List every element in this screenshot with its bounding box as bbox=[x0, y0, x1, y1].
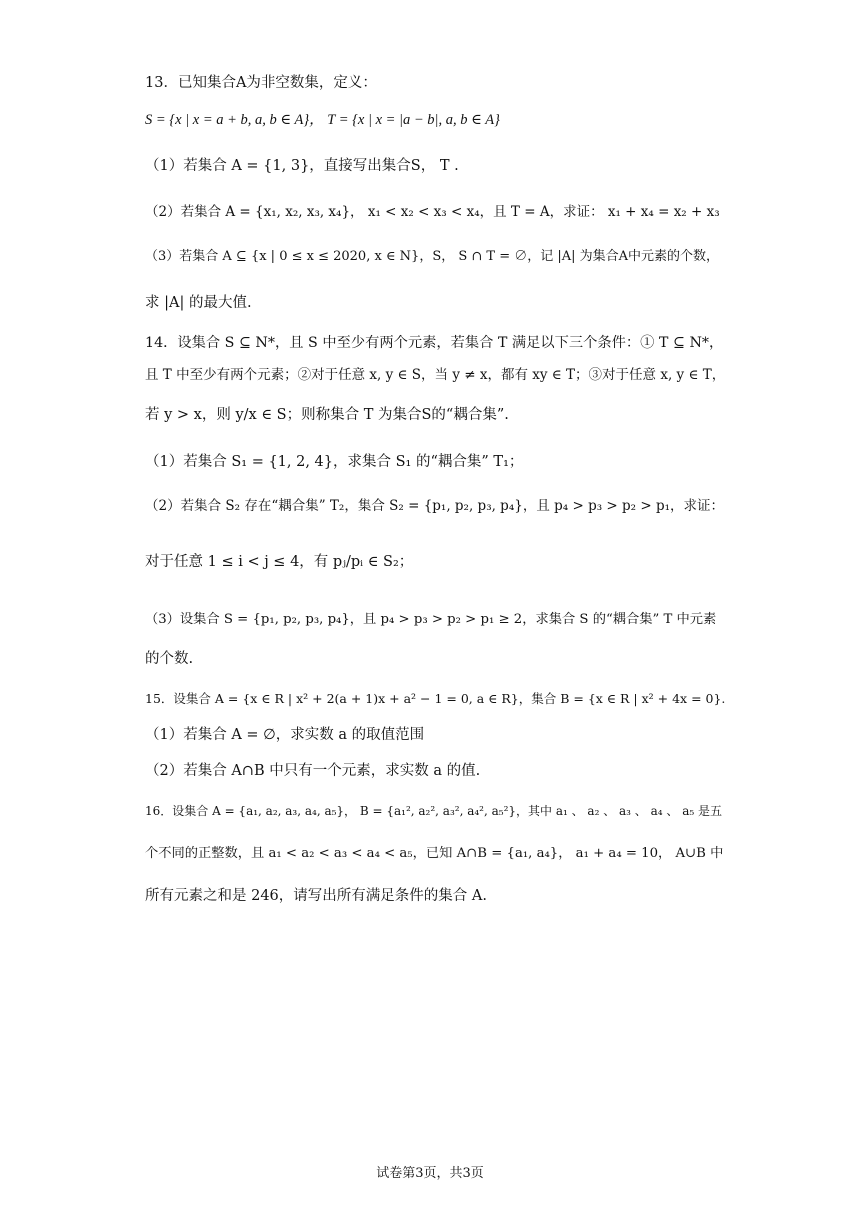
problem-14-part-3: （3）设集合 S = {p₁, p₂, p₃, p₄}，且 p₄ > p₃ > p₂ > p₁ ≥ 2，求集合 S 的“耦合集” T 中元素 bbox=[145, 612, 717, 627]
problem-16-stem-cont-2: 所有元素之和是 246，请写出所有满足条件的集合 A. bbox=[145, 888, 487, 904]
problem-15-part-1: （1）若集合 A = ∅，求实数 a 的取值范围 bbox=[145, 727, 425, 743]
problem-13-part-3-cont: 求 |A| 的最大值. bbox=[145, 295, 252, 311]
problem-13-part-1: （1）若集合 A = {1, 3}，直接写出集合S， T . bbox=[145, 158, 459, 174]
problem-15-stem: 15．设集合 A = {x ∈ R | x² + 2(a + 1)x + a² − 1 = 0, a ∈ R}，集合 B = {x ∈ R | x² + 4x = 0}. bbox=[145, 691, 726, 706]
problem-13-part-2: （2）若集合 A = {x₁, x₂, x₃, x₄}， x₁ < x₂ < x₃ < x₄，且 T = A，求证： x₁ + x₄ = x₂ + x₃ bbox=[145, 204, 720, 220]
problem-14-stem-cont-2: 若 y > x，则 y/x ∈ S；则称集合 T 为集合S的“耦合集”. bbox=[145, 407, 509, 423]
problem-14-part-2: （2）若集合 S₂ 存在“耦合集” T₂，集合 S₂ = {p₁, p₂, p₃, p₄}，且 p₄ > p₃ > p₂ > p₁，求证： bbox=[145, 498, 725, 514]
problem-13-definition: S = {x | x = a + b, a, b ∈ A}， T = {x | x = |a − b|, a, b ∈ A} bbox=[145, 112, 500, 128]
problem-13-part-3: （3）若集合 A ⊆ {x | 0 ≤ x ≤ 2020, x ∈ N}，S， S ∩ T = ∅，记 |A| 为集合A中元素的个数， bbox=[145, 249, 720, 264]
problem-15-part-2: （2）若集合 A∩B 中只有一个元素，求实数 a 的值. bbox=[145, 763, 481, 779]
page-footer: 试卷第3页，共3页 bbox=[376, 1166, 484, 1181]
problem-16-stem: 16．设集合 A = {a₁, a₂, a₃, a₄, a₅}， B = {a₁², a₂², a₃², a₄², a₅²}，其中 a₁ 、 a₂ 、 a₃ 、 a₄ 、 a₅ 是五 bbox=[145, 804, 722, 818]
problem-14-part-3-cont: 的个数. bbox=[145, 651, 194, 667]
problem-14-stem-cont-1: 且 T 中至少有两个元素；②对于任意 x, y ∈ S，当 y ≠ x，都有 xy ∈ T；③对于任意 x, y ∈ T， bbox=[145, 367, 726, 383]
problem-14-stem: 14．设集合 S ⊆ N*，且 S 中至少有两个元素，若集合 T 满足以下三个条件：① T ⊆ N*， bbox=[145, 335, 724, 351]
problem-14-part-1: （1）若集合 S₁ = {1, 2, 4}，求集合 S₁ 的“耦合集” T₁； bbox=[145, 454, 524, 470]
problem-16-stem-cont-1: 个不同的正整数，且 a₁ < a₂ < a₃ < a₄ < a₅，已知 A∩B = {a₁, a₄}， a₁ + a₄ = 10， A∪B 中 bbox=[145, 846, 724, 861]
problem-14-part-2-cont: 对于任意 1 ≤ i < j ≤ 4，有 pⱼ/pᵢ ∈ S₂； bbox=[145, 554, 414, 570]
problem-13-stem: 13．已知集合A为非空数集，定义： bbox=[145, 75, 377, 91]
